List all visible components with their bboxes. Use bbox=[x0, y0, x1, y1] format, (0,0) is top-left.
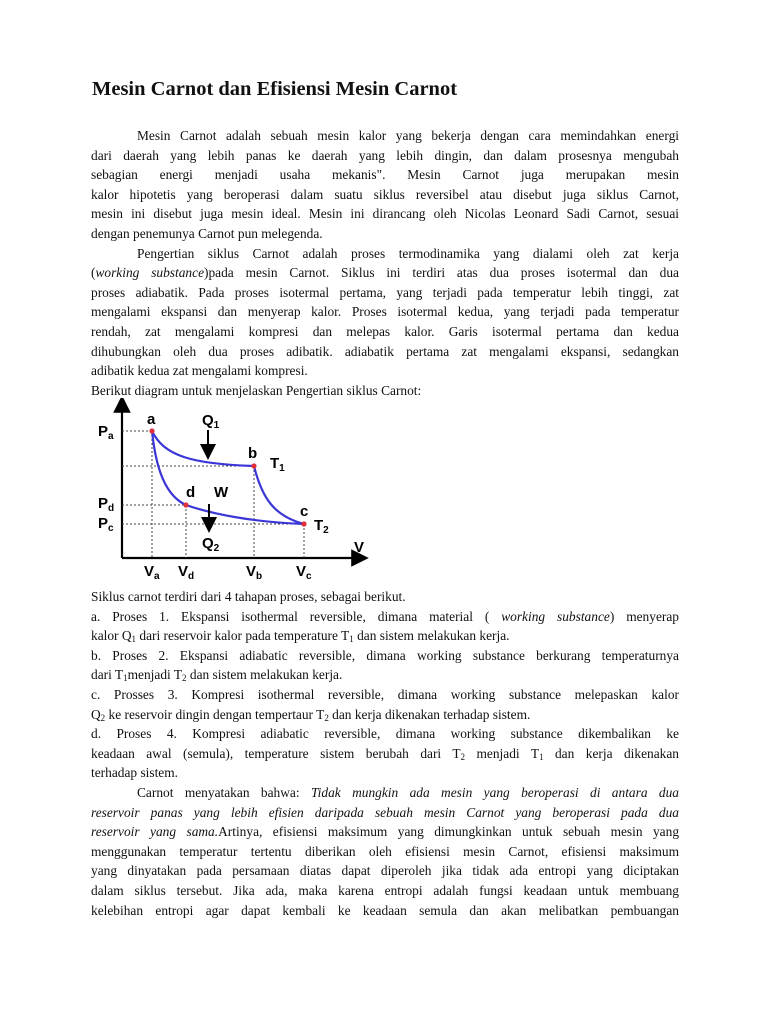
final-para-line: yang dinyatakan pada persamaan diatas dapat diperoleh jika tidak ada entropi yang diciptakan bbox=[91, 863, 679, 879]
text-line: Pengertian siklus Carnot adalah proses termodinamika yang dialami oleh zat kerja bbox=[137, 245, 679, 261]
label-vc: $V_c$ bbox=[296, 563, 312, 582]
step-c-line: $Q_2$ ke reservoir dingin dengan tempertaur $T_2$ dan kerja dikenakan terhadap sistem. bbox=[91, 706, 531, 723]
final-para-line: reservoir yang sama.Artinya, efisiensi maksimum yang dimungkinkan untuk sebuah mesin yang bbox=[91, 824, 680, 840]
text-line: dihubungkan oleh dua proses adibatik. adiabatik pertama zat mengalami ekspansi, sedangkan bbox=[91, 343, 679, 359]
step-d-line: terhadap sistem. bbox=[91, 765, 179, 781]
isotherm-t1 bbox=[152, 431, 254, 466]
step-b-line: dari $T_1menjadi$ $T_2$ dan sistem melakukan kerja. bbox=[91, 667, 343, 684]
step-d-line: keadaan awal (semula), temperature sistem berubah dari $T_2$ menjadi $T_1$ dan kerja dikenakan bbox=[91, 745, 679, 762]
step-b-line: b. Proses 2. Ekspansi adiabatic reversible, dimana working substance berkurang temperaturnya bbox=[91, 647, 679, 663]
paren-open: ( bbox=[91, 265, 96, 281]
step-c-line: c. Prosses 3. Kompresi isothermal reversible, dimana working substance melepaskan kalor bbox=[91, 686, 679, 702]
step-a-line: kalor $Q_1$ dari reservoir kalor pada temperature $T_1$ dan sistem melakukan kerja. bbox=[91, 628, 510, 645]
diagram-intro: Berikut diagram untuk menjelaskan Pengertian siklus Carnot: bbox=[91, 382, 422, 398]
italic-term: working substance bbox=[95, 265, 205, 281]
label-pc: $P_c$ bbox=[98, 515, 114, 534]
adiabat-d-a bbox=[152, 431, 186, 505]
label-t1: $T_1$ bbox=[270, 455, 285, 474]
document-title: Mesin Carnot dan Efisiensi Mesin Carnot bbox=[92, 78, 458, 100]
point-a bbox=[149, 428, 154, 433]
label-q1: $Q_1$ bbox=[202, 412, 220, 431]
label-d: d bbox=[186, 484, 196, 501]
state-points bbox=[149, 428, 309, 526]
text-line: kalor hipotetis yang beroperasi dalam suatu siklus reversibel atau disebut juga siklus Carnot, bbox=[91, 186, 679, 202]
label-pa: $P_a$ bbox=[98, 423, 114, 442]
carnot-steps-section bbox=[91, 587, 679, 920]
label-v-axis: V bbox=[354, 539, 365, 556]
isotherm-t2 bbox=[186, 505, 304, 524]
point-b bbox=[251, 463, 256, 468]
carnot-pv-diagram bbox=[92, 398, 372, 584]
label-va: $V_a$ bbox=[144, 563, 160, 582]
text-line: mengalami ekspansi dan menyerap kalor. Proses isotermal kedua, yang terjadi pada temperatur bbox=[91, 304, 679, 320]
adiabat-b-c bbox=[254, 466, 304, 524]
step-a-line: a. Proses 1. Ekspansi isothermal reversible, dimana material ( working substance) menyerap bbox=[91, 608, 679, 624]
label-vb: $V_b$ bbox=[246, 563, 263, 582]
text-line: dari daerah yang lebih panas ke daerah yang lebih dingin, dan dalam prosesnya mengubah bbox=[91, 147, 679, 163]
cycle-curves bbox=[152, 431, 304, 524]
italic-term: working substance bbox=[501, 608, 610, 624]
point-d bbox=[183, 502, 188, 507]
final-para-line: menggunakan temperatur tertentu diberikan oleh efisiensi mesin Carnot, efisiensi maksimum bbox=[91, 843, 679, 859]
final-para-line: reservoir panas yang lebih efisien daripada sebuah mesin Carnot yang beroperasi pada dua bbox=[91, 804, 679, 820]
text-line: Mesin Carnot adalah sebuah mesin kalor yang bekerja dengan cara memindahkan energi bbox=[137, 128, 679, 143]
label-q2: $Q_2$ bbox=[202, 535, 220, 554]
text-fragment: )pada mesin Carnot. Siklus ini terdiri atas dua proses isotermal dan dua bbox=[204, 265, 679, 281]
steps-intro: Siklus carnot terdiri dari 4 tahapan proses, sebagai berikut. bbox=[91, 589, 406, 604]
step-d-line: d. Proses 4. Kompresi adiabatic reversible, dimana working substance dikembalikan ke bbox=[91, 726, 679, 742]
text-line bbox=[91, 263, 679, 283]
text-line: proses adiabatik. Pada proses isotermal pertama, yang terjadi pada temperatur lebih tinggi, zat bbox=[91, 284, 679, 300]
final-para-line: kelebihan entropi agar dapat kembali ke keadaan semula dan akan melibatkan pembuangan bbox=[91, 902, 679, 918]
label-b: b bbox=[248, 445, 258, 462]
text-line: sebagian energi menjadi usaha mekanis". Mesin Carnot juga merupakan mesin bbox=[91, 167, 679, 183]
label-w: W bbox=[214, 484, 229, 501]
label-t2: $T_2$ bbox=[314, 517, 329, 536]
text-line: mesin ini disebut juga mesin ideal. Mesin ini dirancang oleh Nicolas Leonard Sadi Carnot, sesuai bbox=[91, 206, 679, 222]
text-line: adibatik kedua zat mengalami kompresi. bbox=[91, 363, 308, 379]
point-c bbox=[301, 521, 306, 526]
final-para-line: dalam siklus tersebut. Jika ada, maka karena entropi adalah fungsi keadaan untuk membuang bbox=[91, 882, 679, 898]
paragraph-mesin-carnot bbox=[91, 126, 679, 400]
label-pd: $P_d$ bbox=[98, 495, 115, 514]
text-line: dengan penemunya Carnot pun melegenda. bbox=[91, 225, 323, 241]
label-vd: $V_d$ bbox=[178, 563, 195, 582]
final-para-line: Carnot menyatakan bahwa: Tidak mungkin ada mesin yang beroperasi di antara dua bbox=[137, 784, 679, 800]
label-c: c bbox=[300, 503, 309, 520]
text-line: rendah, zat mengalami kompresi dan melepas kalor. Garis isotermal pertama dan kedua bbox=[91, 323, 679, 339]
label-a: a bbox=[147, 411, 156, 428]
